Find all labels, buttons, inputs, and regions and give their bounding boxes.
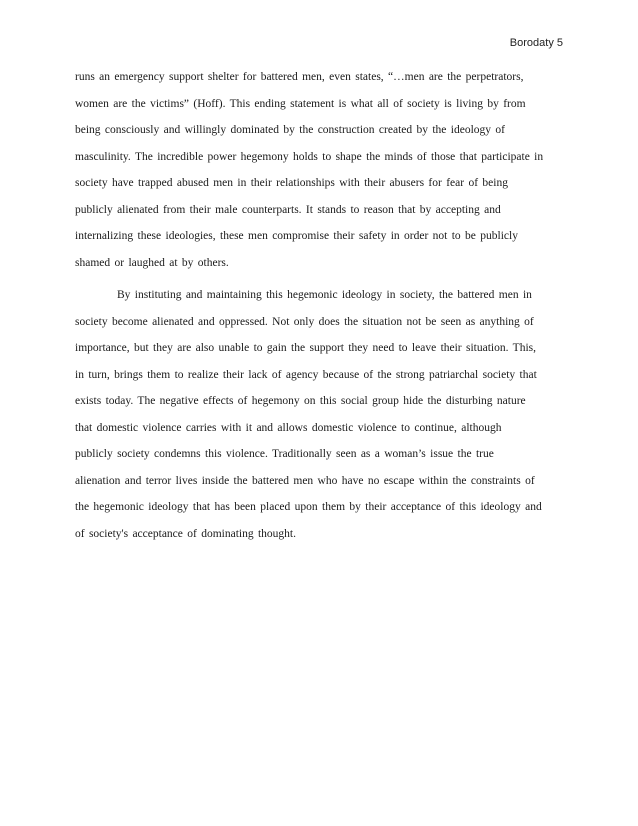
text-line: internalizing these ideologies, these men compromise their safety in order not to be publicly bbox=[75, 230, 518, 242]
text-line: runs an emergency support shelter for battered men, even states, “…men are the perpetrators, bbox=[75, 71, 524, 83]
document-body bbox=[75, 64, 570, 547]
text-line: shamed or laughed at by others. bbox=[75, 256, 229, 269]
text-line: of society's acceptance of dominating thought. bbox=[75, 527, 296, 540]
text-line: publicly society condemns this violence. Traditionally seen as a woman’s issue the true bbox=[75, 448, 494, 460]
text-line: alienation and terror lives inside the battered men who have no escape within the constraints of bbox=[75, 474, 535, 487]
text-line: that domestic violence carries with it and allows domestic violence to continue, although bbox=[75, 421, 502, 434]
page-header: Borodaty 5 bbox=[509, 37, 563, 49]
text-line: importance, but they are also unable to gain the support they need to leave their situation. This, bbox=[75, 342, 536, 354]
text-line: society become alienated and oppressed. Not only does the situation not be seen as anything of bbox=[75, 315, 534, 328]
text-line: publicly alienated from their male counterparts. It stands to reason that by accepting and bbox=[75, 203, 501, 216]
text-line: masculinity. The incredible power hegemony holds to shape the minds of those that participate in bbox=[75, 150, 544, 163]
text-line-indented: By instituting and maintaining this hegemonic ideology in society, the battered men in bbox=[117, 289, 532, 301]
text-line: society have trapped abused men in their relationships with their abusers for fear of being bbox=[75, 177, 508, 189]
paragraph-2 bbox=[75, 282, 570, 547]
text-line: women are the victims” (Hoff). This ending statement is what all of society is living by from bbox=[75, 97, 526, 110]
text-line: exists today. The negative effects of hegemony on this social group hide the disturbing nature bbox=[75, 395, 526, 407]
text-line: the hegemonic ideology that has been placed upon them by their acceptance of this ideology and bbox=[75, 501, 542, 513]
text-line: in turn, brings them to realize their lack of agency because of the strong patriarchal society that bbox=[75, 368, 537, 381]
text-line: being consciously and willingly dominated by the construction created by the ideology of bbox=[75, 124, 505, 136]
paragraph-1 bbox=[75, 64, 570, 276]
